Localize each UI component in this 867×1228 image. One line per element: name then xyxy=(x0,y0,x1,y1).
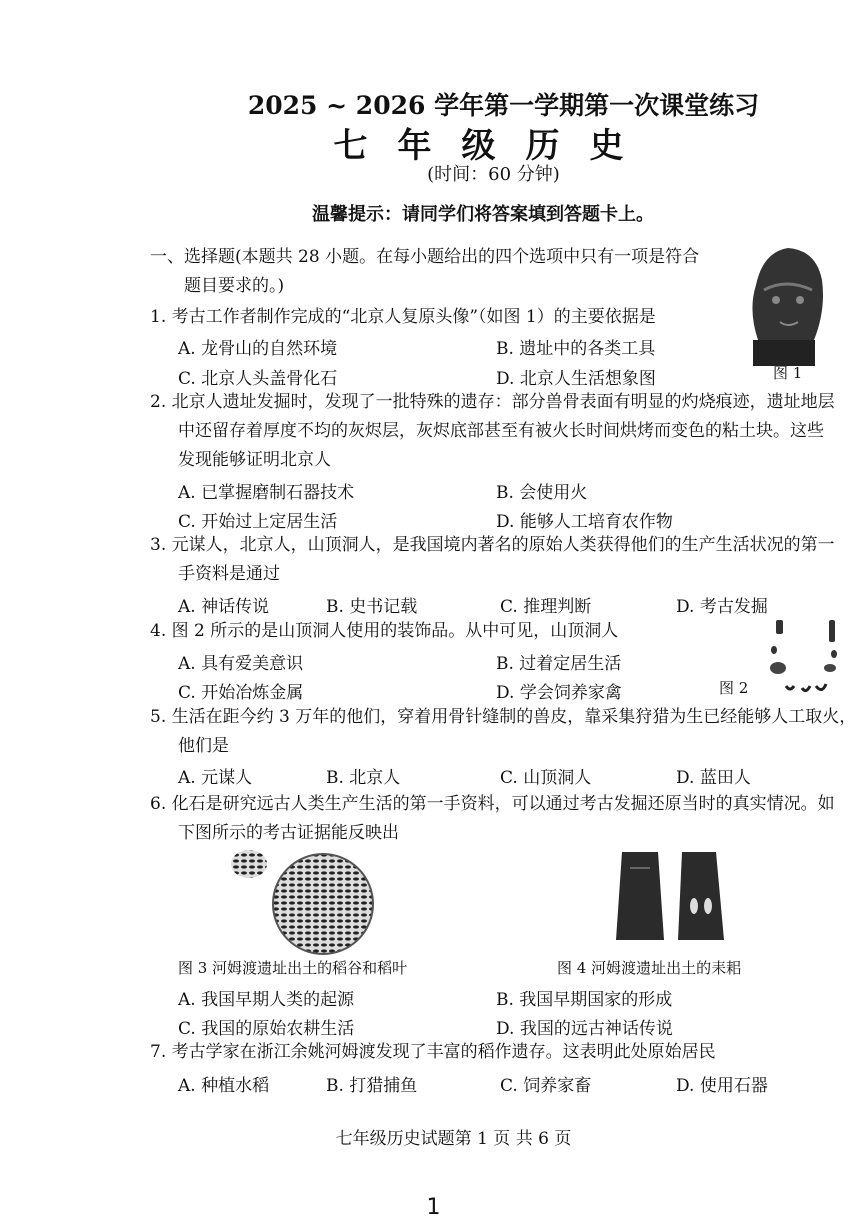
q7-option-d[interactable]: D. 使用石器 xyxy=(676,1076,768,1096)
question-1-stem: 1. 考古工作者制作完成的“北京人复原头像”（如图 1）的主要依据是 xyxy=(150,307,656,327)
q2-option-d[interactable]: D. 能够人工培育农作物 xyxy=(496,512,673,532)
figure-2-caption: 图 2 xyxy=(719,679,749,697)
bone-spades-image xyxy=(612,848,732,944)
q5-option-c[interactable]: C. 山顶洞人 xyxy=(500,768,592,788)
q6-option-d[interactable]: D. 我国的远古神话传说 xyxy=(496,1019,673,1039)
q1-option-c[interactable]: C. 北京人头盖骨化石 xyxy=(178,369,338,389)
q3-option-c[interactable]: C. 推理判断 xyxy=(500,597,592,617)
q7-option-c[interactable]: C. 饲养家畜 xyxy=(500,1076,592,1096)
q2-option-b[interactable]: B. 会使用火 xyxy=(496,483,588,503)
q4-option-a[interactable]: A. 具有爱美意识 xyxy=(178,654,304,674)
q3-option-a[interactable]: A. 神话传说 xyxy=(178,597,270,617)
question-3-stem-1: 3. 元谋人，北京人，山顶洞人，是我国境内著名的原始人类获得他们的生产生活状况的第一 xyxy=(150,535,835,555)
q6-option-b[interactable]: B. 我国早期国家的形成 xyxy=(496,990,673,1010)
question-5-stem-2: 他们是 xyxy=(178,736,229,756)
question-5-stem-1: 5. 生活在距今约 3 万年的他们，穿着用骨针缝制的兽皮，靠采集狩猎为生已经能够人工取火， xyxy=(150,707,857,727)
exam-tip: 温馨提示：请同学们将答案填到答题卡上。 xyxy=(312,204,654,225)
question-4-stem: 4. 图 2 所示的是山顶洞人使用的装饰品。从中可见，山顶洞人 xyxy=(150,621,619,641)
q4-option-d[interactable]: D. 学会饲养家禽 xyxy=(496,683,622,703)
q1-option-d[interactable]: D. 北京人生活想象图 xyxy=(496,369,656,389)
question-2-stem-2: 中还留存着厚度不均的灰烬层，灰烬底部甚至有被火长时间烘烤而变色的粘土块。这些 xyxy=(178,421,824,441)
q1-option-b[interactable]: B. 遗址中的各类工具 xyxy=(496,339,656,359)
figure-3-caption: 图 3 河姆渡遗址出土的稻谷和稻叶 xyxy=(178,959,408,977)
question-6-stem-1: 6. 化石是研究远古人类生产生活的第一手资料，可以通过考古发掘还原当时的真实情况。如 xyxy=(150,794,835,814)
q6-option-a[interactable]: A. 我国早期人类的起源 xyxy=(178,990,355,1010)
q1-option-a[interactable]: A. 龙骨山的自然环境 xyxy=(178,339,338,359)
question-2-stem-3: 发现能够证明北京人 xyxy=(178,450,331,470)
question-3-stem-2: 手资料是通过 xyxy=(178,564,280,584)
section-heading: 一、选择题(本题共 28 小题。在每小题给出的四个选项中只有一项是符合 xyxy=(150,247,700,267)
rice-grains-image xyxy=(225,846,380,956)
page-footer: 七年级历史试题第 1 页 共 6 页 xyxy=(335,1129,572,1149)
q6-option-c[interactable]: C. 我国的原始农耕生活 xyxy=(178,1019,355,1039)
exam-title: 2025 ~ 2026 学年第一学期第一次课堂练习 xyxy=(247,91,760,120)
q5-option-d[interactable]: D. 蓝田人 xyxy=(676,768,751,788)
figure-4-caption: 图 4 河姆渡遗址出土的耒耜 xyxy=(557,959,742,977)
q7-option-b[interactable]: B. 打猎捕鱼 xyxy=(326,1076,418,1096)
q2-option-c[interactable]: C. 开始过上定居生活 xyxy=(178,512,338,532)
question-6-stem-2: 下图所示的考古证据能反映出 xyxy=(178,823,399,843)
figure-1-caption: 图 1 xyxy=(773,364,803,382)
exam-time: (时间：60 分钟) xyxy=(427,164,560,185)
peking-man-bust-image xyxy=(738,240,828,370)
question-7-stem: 7. 考古学家在浙江余姚河姆渡发现了丰富的稻作遗存。这表明此处原始居民 xyxy=(150,1042,716,1062)
ornaments-image xyxy=(764,614,844,698)
q4-option-b[interactable]: B. 过着定居生活 xyxy=(496,654,622,674)
q3-option-d[interactable]: D. 考古发掘 xyxy=(676,597,768,617)
q3-option-b[interactable]: B. 史书记载 xyxy=(326,597,418,617)
exam-subject: 七年级历史 xyxy=(333,126,654,166)
q4-option-c[interactable]: C. 开始冶炼金属 xyxy=(178,683,304,703)
q5-option-b[interactable]: B. 北京人 xyxy=(326,768,401,788)
section-heading-cont: 题目要求的。) xyxy=(184,276,285,296)
question-2-stem-1: 2. 北京人遗址发掘时，发现了一批特殊的遗存：部分兽骨表面有明显的灼烧痕迹，遗址地层 xyxy=(150,392,835,412)
q7-option-a[interactable]: A. 种植水稻 xyxy=(178,1076,270,1096)
page-number: 1 xyxy=(426,1195,441,1220)
q5-option-a[interactable]: A. 元谋人 xyxy=(178,768,253,788)
q2-option-a[interactable]: A. 已掌握磨制石器技术 xyxy=(178,483,355,503)
